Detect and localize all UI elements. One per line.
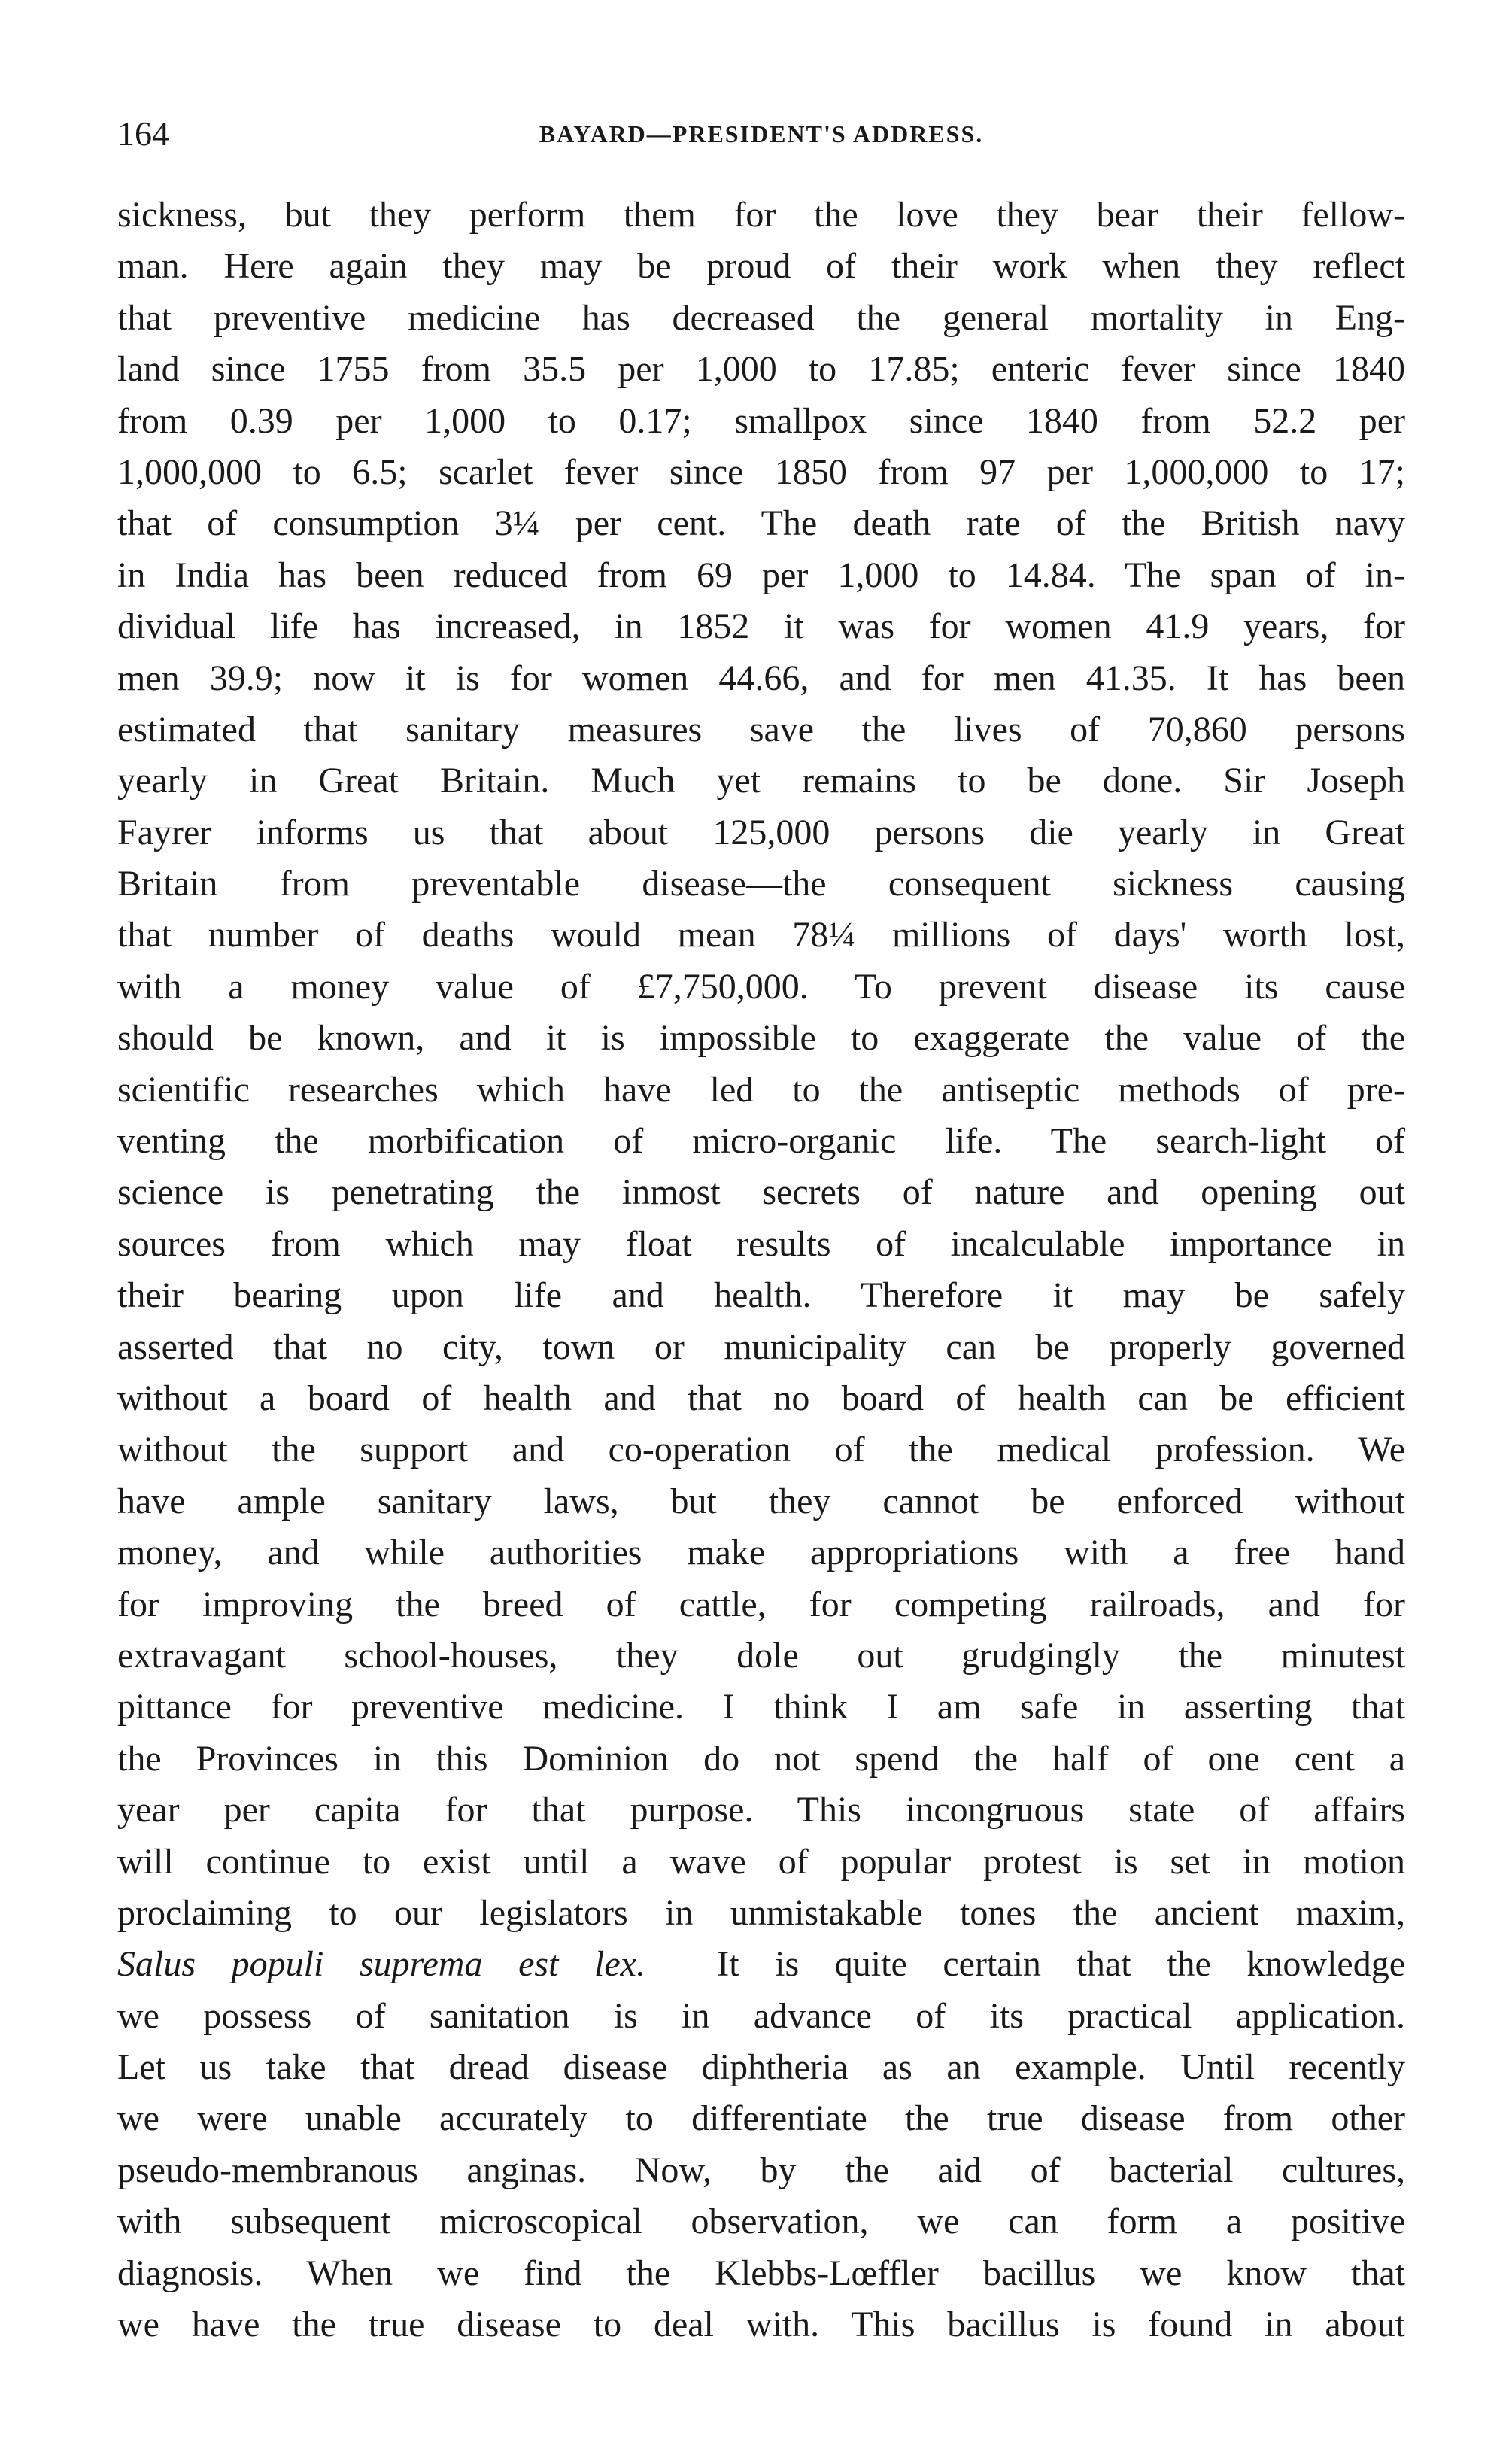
- text-line: diagnosis. When we find the Klebbs-Lœffler bacillus we know that: [117, 2253, 1405, 2293]
- text-line: without a board of health and that no board of health can be efficient: [117, 1378, 1405, 1418]
- page-number: 164: [117, 114, 169, 153]
- latin-maxim: Salus populi suprema est lex.: [117, 1944, 645, 1985]
- body-text: [117, 190, 1405, 2350]
- text-line: men 39.9; now it is for women 44.66, and for men 41.35. It has been: [117, 658, 1405, 698]
- text-line: land since 1755 from 35.5 per 1,000 to 17.85; enteric fever since 1840: [117, 349, 1405, 390]
- running-head: [117, 111, 1405, 156]
- text-line: Let us take that dread disease diphtheria as an example. Until recently: [117, 2047, 1405, 2088]
- text-line: money, and while authorities make appropriations with a free hand: [117, 1533, 1405, 1573]
- text-line: venting the morbification of micro-organic life. The search-light of: [117, 1121, 1405, 1162]
- text-line: dividual life has increased, in 1852 it was for women 41.9 years, for: [117, 606, 1405, 647]
- text-line: with subsequent microscopical observation, we can form a positive: [117, 2201, 1405, 2242]
- text-line: asserted that no city, town or municipality can be properly governed: [117, 1326, 1405, 1367]
- text-line: without the support and co-operation of the medical profession. We: [117, 1430, 1405, 1470]
- running-title: BAYARD—PRESIDENT'S ADDRESS.: [539, 120, 984, 147]
- text-line: science is penetrating the inmost secrets of nature and opening out: [117, 1172, 1405, 1213]
- text-line: with a money value of £7,750,000. To prevent disease its cause: [117, 966, 1405, 1007]
- text-line: will continue to exist until a wave of popular protest is set in motion: [117, 1841, 1405, 1882]
- text-line: sources from which may float results of incalculable importance in: [117, 1223, 1405, 1264]
- text-line: we were unable accurately to differentiate the true disease from other: [117, 2098, 1405, 2139]
- text-line: pseudo-membranous anginas. Now, by the aid of bacterial cultures,: [117, 2150, 1405, 2190]
- text-line: from 0.39 per 1,000 to 0.17; smallpox since 1840 from 52.2 per: [117, 400, 1405, 441]
- text-line: that of consumption 3¼ per cent. The death rate of the British navy: [117, 503, 1405, 544]
- text-line: their bearing upon life and health. Therefore it may be safely: [117, 1275, 1405, 1316]
- text-line: we have the true disease to deal with. This bacillus is found in about: [117, 2305, 1405, 2345]
- text-line: estimated that sanitary measures save the lives of 70,860 persons: [117, 709, 1405, 749]
- text-line: should be known, and it is impossible to exaggerate the value of the: [117, 1018, 1405, 1059]
- text-line: Fayrer informs us that about 125,000 persons die yearly in Great: [117, 812, 1405, 852]
- text-line: Britain from preventable disease—the consequent sickness causing: [117, 864, 1405, 904]
- text-line: extravagant school-houses, they dole out grudgingly the minutest: [117, 1635, 1405, 1676]
- text-line: we possess of sanitation is in advance of its practical application.: [117, 1995, 1405, 2036]
- text-line: have ample sanitary laws, but they cannot be enforced without: [117, 1481, 1405, 1521]
- text-line: man. Here again they may be proud of their work when they reflect: [117, 246, 1405, 287]
- text-line: 1,000,000 to 6.5; scarlet fever since 1850 from 97 per 1,000,000 to 17;: [117, 451, 1405, 492]
- text-line: in India has been reduced from 69 per 1,000 to 14.84. The span of in-: [117, 554, 1405, 595]
- text-line-remainder: It is quite certain that the knowledge: [717, 1944, 1406, 1985]
- text-line: that preventive medicine has decreased the general mortality in Eng-: [117, 297, 1405, 338]
- text-line: year per capita for that purpose. This incongruous state of affairs: [117, 1790, 1405, 1831]
- text-line: sickness, but they perform them for the love they bear their fellow-: [117, 195, 1405, 235]
- text-line: pittance for preventive medicine. I think I am safe in asserting that: [117, 1687, 1405, 1727]
- text-line: proclaiming to our legislators in unmistakable tones the ancient maxim,: [117, 1892, 1405, 1933]
- text-line: that number of deaths would mean 78¼ millions of days' worth lost,: [117, 915, 1405, 956]
- text-line-with-maxim: [117, 1939, 1405, 1990]
- text-line: scientific researches which have led to the antiseptic methods of pre-: [117, 1069, 1405, 1110]
- text-line: yearly in Great Britain. Much yet remains to be done. Sir Joseph: [117, 761, 1405, 801]
- text-line: for improving the breed of cattle, for competing railroads, and for: [117, 1584, 1405, 1624]
- text-line: the Provinces in this Dominion do not spend the half of one cent a: [117, 1738, 1405, 1779]
